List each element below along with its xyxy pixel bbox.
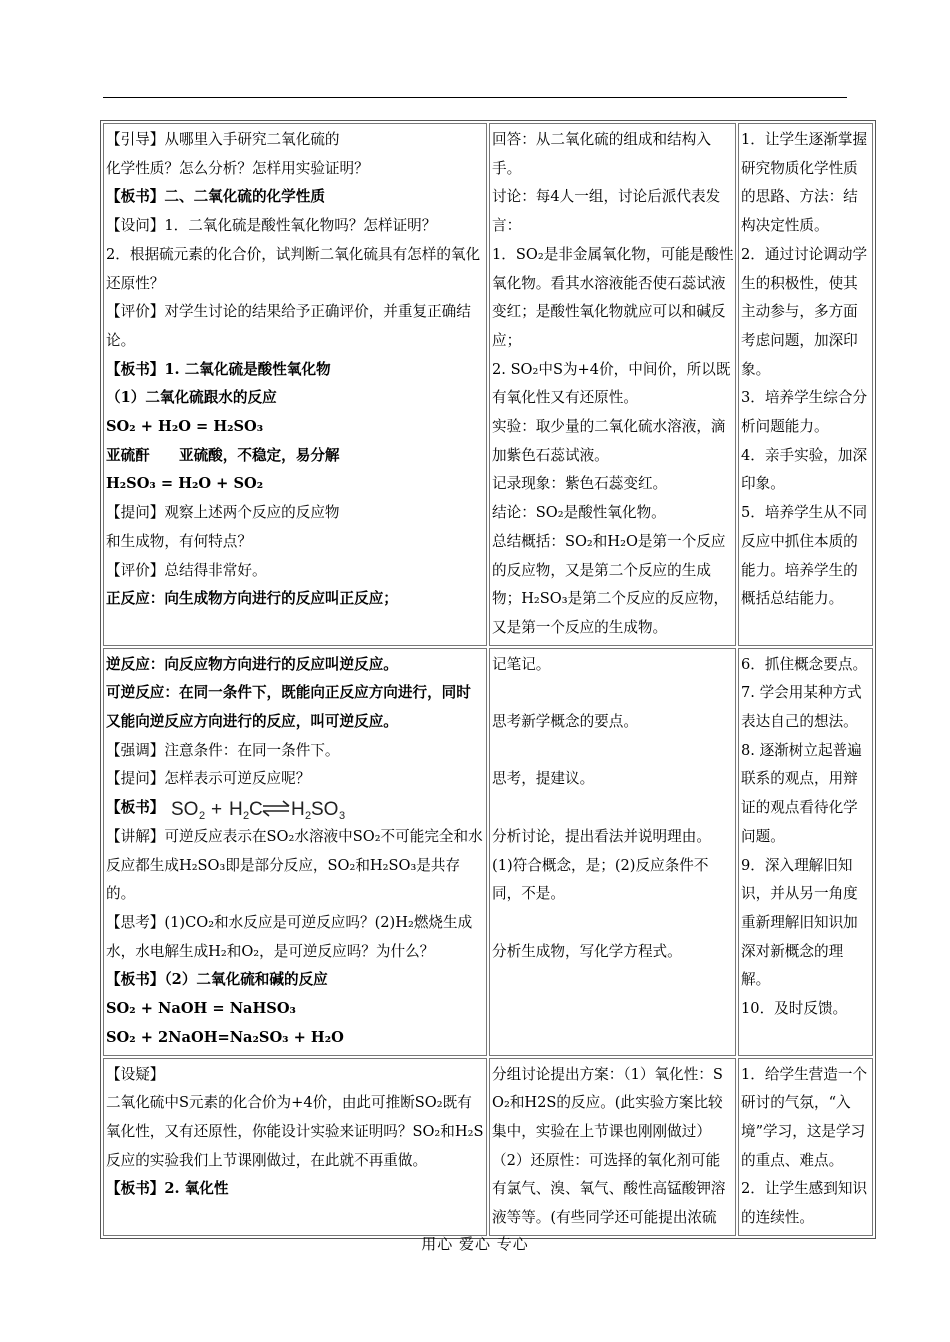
intent-item: 8. 逐渐树立起普遍联系的观点，用辩证的观点看待化学问题。: [741, 741, 862, 845]
explain-line: 【讲解】可逆反应表示在SO₂水溶液中SO₂不可能完全和水反应都生成H₂SO₃即是部分反应，SO₂和H₂SO₃是共存的。: [106, 827, 483, 903]
student-line: (1)符合概念，是；(2)反应条件不同，不是。: [492, 856, 709, 903]
teacher-line: SO₂ + H₂O = H₂SO₃: [106, 418, 264, 436]
student-line: 实验：取少量的二氧化硫水溶液，滴加紫色石蕊试液。: [492, 418, 726, 464]
teacher-line: 【设问】1．二氧化硫是酸性氧化物吗？怎样证明？: [106, 217, 437, 235]
intent-item: 1．给学生营造一个研讨的气氛，“入境”学习，这是学习的重点、难点。: [741, 1065, 868, 1169]
question-line: 【提问】怎样表示可逆反应呢？: [106, 770, 311, 788]
table-row: [103, 123, 873, 646]
teacher-activity-cell: [103, 123, 487, 646]
lesson-plan-table: [100, 120, 876, 1239]
intent-item: 5．培养学生从不同反应中抓住本质的能力。培养学生的概括总结能力。: [741, 504, 868, 608]
student-line: 记笔记。: [492, 655, 551, 673]
think-line: 【思考】(1)CO₂和水反应是可逆反应吗？(2)H₂燃烧生成水，水电解生成H₂和O₂，是可逆反应吗？为什么？: [106, 913, 473, 960]
page-footer: 用心 爱心 专心: [421, 1235, 529, 1253]
equation: SO₂ + NaOH = NaHSO₃: [106, 1000, 296, 1018]
svg-text:2: 2: [243, 810, 250, 822]
student-line: [492, 794, 734, 823]
intent-item: 9．深入理解旧知识，并从另一角度重新理解旧知识加深对新概念的理解。: [741, 856, 858, 989]
teacher-line: 【板书】1. 二氧化硫是酸性氧化物: [106, 360, 331, 378]
svg-text:2: 2: [305, 810, 312, 822]
intent-item: 7. 学会用某种方式表达自己的想法。: [741, 684, 862, 731]
intent-item: 2．让学生感到知识的连续性。: [741, 1180, 868, 1227]
table-row: [103, 1058, 873, 1236]
teacher-line: H₂SO₃ = H₂O + SO₂: [106, 475, 264, 493]
table-row: [103, 648, 873, 1056]
student-line: [492, 679, 734, 708]
student-activity-cell: [489, 648, 736, 1056]
svg-text:SO: SO: [171, 799, 199, 821]
student-text: 分组讨论提出方案：（1）氧化性：SO₂和H2S的反应。(此实验方案比较集中，实验在上节课也刚刚做过）（2）还原性：可选择的氧化剂可能有氯气、溴、氧气、酸性高锰酸钾溶液等等。(有些同学还可能提出浓硫: [492, 1065, 726, 1227]
student-line: 分析生成物，写化学方程式。: [492, 942, 682, 960]
intent-item: 6．抓住概念要点。: [741, 655, 868, 673]
board-line: 【板书】2. 氧化性: [106, 1180, 229, 1198]
board-equation-line: 【板书】 SO 2 + H 2 C H 2 SO 3: [106, 794, 485, 823]
doubt-tag: 【设疑】: [106, 1065, 165, 1083]
student-activity-cell: [489, 1058, 736, 1236]
design-intent-cell: [738, 1058, 873, 1236]
teacher-line: 正反应：向生成物方向进行的反应叫正反应；: [106, 590, 398, 608]
svg-text:H: H: [291, 799, 305, 821]
student-line: 结论：SO₂是酸性氧化物。: [492, 504, 666, 522]
equation: SO₂ + 2NaOH=Na₂SO₃ + H₂O: [106, 1028, 344, 1046]
teacher-line: 【评价】对学生讨论的结果给予正确评价，并重复正确结论。: [106, 303, 471, 349]
svg-text:+: +: [211, 799, 223, 821]
teacher-line: 和生成物，有何特点？: [106, 532, 252, 550]
intent-item: 10．及时反馈。: [741, 1000, 848, 1018]
student-line: 思考，提建议。: [492, 770, 595, 788]
intent-item: 3．培养学生综合分析问题能力。: [741, 389, 868, 436]
student-line: 分析讨论，提出看法并说明理由。: [492, 827, 711, 845]
design-intent-cell: [738, 648, 873, 1056]
student-line: 总结概括：SO₂和H₂O是第一个反应的反应物，又是第二个反应的生成物；H₂SO₃是第二个反应的反应物，又是第一个反应的生成物。: [492, 532, 729, 636]
student-line: 2. SO₂中S为+4价，中间价，所以既有氧化性又有还原性。: [492, 360, 731, 407]
student-line: 1．SO₂是非金属氧化物，可能是酸性氧化物。看其水溶液能否使石蕊试液变红；是酸性氧化物就应可以和碱反应；: [492, 245, 734, 349]
svg-text:3: 3: [339, 810, 346, 822]
student-line: [492, 737, 734, 766]
intent-item: 2．通过讨论调动学生的积极性，使其主动参与，多方面考虑问题，加深印象。: [741, 245, 868, 378]
doubt-text: 二氧化硫中S元素的化合价为+4价，由此可推断SO₂既有氧化性，又有还原性，你能设计实验来证明吗？SO₂和H₂S反应的实验我们上节课刚做过，在此就不再重做。: [106, 1094, 484, 1169]
teacher-line: （1）二氧化硫跟水的反应: [106, 389, 277, 407]
emphasis-line: 【强调】注意条件：在同一条件下。: [106, 741, 340, 759]
svg-text:SO: SO: [311, 799, 339, 821]
intent-item: 1．让学生逐渐掌握研究物质化学性质的思路、方法：结构决定性质。: [741, 131, 868, 235]
student-line: 记录现象：紫色石蕊变红。: [492, 475, 668, 493]
definition-reversible: 可逆反应：在同一条件下，既能向正反应方向进行，同时又能向逆反应方向进行的反应，叫可逆反应。: [106, 684, 471, 731]
definition-reverse: 逆反应：向反应物方向进行的反应叫逆反应。: [106, 655, 398, 673]
svg-text:2: 2: [199, 810, 206, 822]
teacher-line: 【板书】二、二氧化硫的化学性质: [106, 188, 325, 206]
header-rule: [103, 97, 847, 98]
teacher-line: 2．根据硫元素的化合价，试判断二氧化硫具有怎样的氧化还原性？: [106, 245, 481, 292]
teacher-line: 化学性质？怎么分析？怎样用实验证明？: [106, 159, 369, 177]
intent-item: 4．亲手实验，加深印象。: [741, 446, 868, 493]
teacher-activity-cell: [103, 1058, 487, 1236]
teacher-line: 【评价】总结得非常好。: [106, 561, 267, 579]
teacher-activity-cell: [103, 648, 487, 1056]
student-line: [492, 909, 734, 938]
student-line: 思考新学概念的要点。: [492, 713, 638, 731]
student-activity-cell: [489, 123, 736, 646]
design-intent-cell: [738, 123, 873, 646]
teacher-line: 亚硫酐 亚硫酸，不稳定，易分解: [106, 446, 340, 464]
reversible-equation-image: [169, 795, 349, 821]
board-line: 【板书】（2）二氧化硫和碱的反应: [106, 971, 328, 989]
svg-text:H: H: [229, 799, 243, 821]
svg-text:C: C: [249, 799, 263, 821]
student-line: 讨论：每4人一组，讨论后派代表发言：: [492, 188, 721, 235]
teacher-line: 【引导】从哪里入手研究二氧化硫的: [106, 131, 340, 148]
teacher-line: 【提问】观察上述两个反应的反应物: [106, 504, 340, 522]
student-line: 回答：从二氧化硫的组成和结构入手。: [492, 131, 711, 177]
